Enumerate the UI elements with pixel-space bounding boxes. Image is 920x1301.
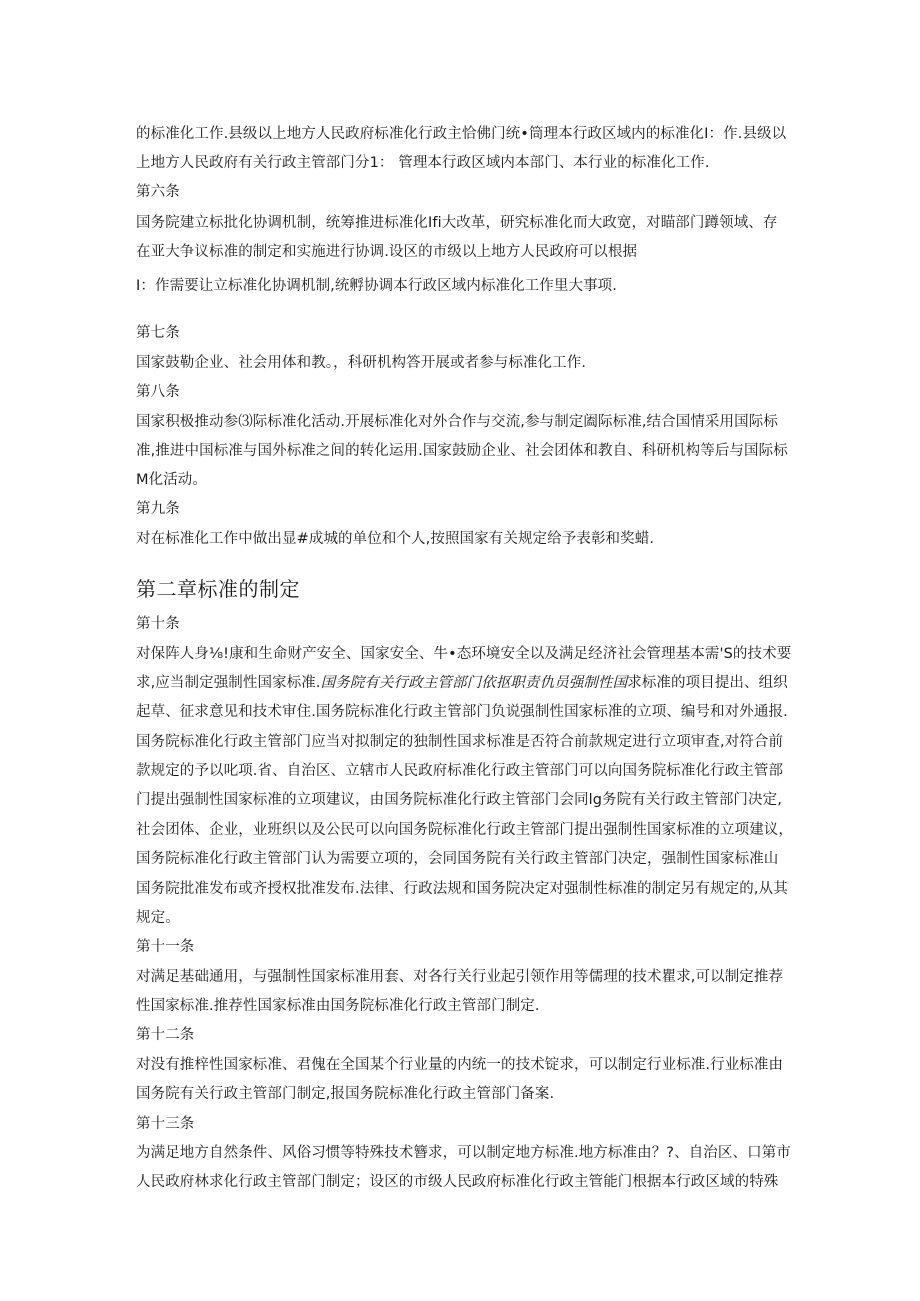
body-line: 门提出强制性国家标准的立项建议，由国务院标准化行政主管部门会同lg务院有关行政主管部门决定, — [136, 792, 782, 808]
body-line: 在亚大争议标准的制定和实施进行协调.设区的市级以上地方人民政府可以根据 — [136, 244, 638, 260]
body-line: 的标准化工作.县级以上地方人民政府标准化行政主恰佛门统•筒理本行政区域内的标准化I：作.县级以 — [136, 126, 787, 142]
body-segment-italic: 国务院有关行政主管部门依抠职责仇员强制性国 — [320, 675, 628, 691]
body-line: 国务院建立标批化协调机制，统筹推进标准化Ifi大改革，研究标准化而大政宽，对瞄部门蹲领域、存 — [136, 215, 778, 231]
article-heading: 第十一条 — [136, 939, 195, 955]
body-segment: 求,应当制定强制性国家标准. — [136, 675, 321, 691]
body-line: 上地方人民政府有关行政主管部门分1： 管理本行政区域内本部门、本行业的标准化工作. — [136, 155, 710, 171]
body-line: 起草、征求意见和技术审住.国务院标准化行政主管部门负说强制性国家标准的立项、编号和对外通报. — [136, 704, 788, 720]
body-line: I：作需要让立标准化协调机制,统孵协调本行政区域内标准化工作里大事项. — [136, 278, 617, 294]
body-line: 对没有推梓性国家标准、君傀在全国某个行业量的内统一的技术锭求，可以制定行业标准.行业标准由 — [136, 1057, 784, 1073]
body-line: M化活动。 — [136, 472, 208, 488]
body-segment: 求标准的项目提出、组织 — [627, 675, 788, 691]
body-line: 性国家标准.推荐性国家标准由国务院标准化行政主管部门制定. — [136, 998, 540, 1014]
body-line: 对在标准化工作中做出显#成城的单位和个人,按照国家有关规定给予表彰和奖蜡. — [136, 531, 655, 547]
article-heading: 第十三条 — [136, 1116, 195, 1132]
body-line: 国家积极推动参⑶际标准化活动.开展标准化对外合作与交流,参与制定阖际标准,结合国情采用国际标 — [136, 414, 778, 430]
article-heading: 第十二条 — [136, 1027, 195, 1043]
body-line: 为满足地方自然条件、风俗习惯等特殊技术簪求，可以制定地方标准.地方标准由？?、自治区、口第市 — [136, 1145, 791, 1161]
body-line: 对保阵人身⅛!康和生命财产安全、国家安全、牛•态环境安全以及满足经济社会管理基本需'S的技术要 — [136, 646, 792, 662]
body-line: 规定。 — [136, 910, 180, 926]
article-heading: 第九条 — [136, 501, 180, 517]
body-line: 国务院有关行政主管部门制定,报国务院标准化行政主管部门备案. — [136, 1086, 555, 1102]
body-line: 国务院标准化行政主管部门认为需要立项的，会同国务院有关行政主管部门决定，强制性国家标准山 — [136, 851, 779, 867]
article-heading: 第八条 — [136, 384, 180, 400]
body-line: 准,推进中国标准与国外标准之间的转化运用.国家鼓励企业、社会团体和教自、科研机构等后与国际标 — [136, 443, 788, 459]
body-line: 款规定的予以叱项.省、自治区、立辖市人民政府标准化行政主管部门可以向国务院标准化行政主管部 — [136, 763, 784, 779]
body-line — [136, 673, 788, 693]
article-heading: 第七条 — [136, 325, 180, 341]
body-line: 对满足基础通用，与强制性国家标准用套、对各行关行业起引领作用等儒理的技术瞿求,可以制定推荐 — [136, 969, 784, 985]
body-line: 社会团体、企业，业班织以及公民可以向国务院标准化行政主管部门提出强制性国家标准的立项建议， — [136, 822, 793, 838]
article-heading: 第十条 — [136, 616, 180, 632]
body-line: 国务院批准发布或齐授权批准发布.法律、行政法规和国务院决定对强制性标准的制定另有规定的,从其 — [136, 881, 788, 897]
chapter-title: 第二章标准的制定 — [136, 577, 300, 601]
body-line: 国务院标准化行政主管部门应当对拟制定的独制性国求标准是否符合前款规定进行立项审査,对符合前 — [136, 734, 784, 750]
body-line: 国家鼓勒企业、社会用体和教。，科研机构答开展或者参与标准化工作. — [136, 355, 587, 371]
article-heading: 第六条 — [136, 184, 180, 200]
body-line: 人民政府林求化行政主管部门制定；设区的市级人民政府标准化行政主管能门根据本行政区域的特殊 — [136, 1174, 779, 1190]
